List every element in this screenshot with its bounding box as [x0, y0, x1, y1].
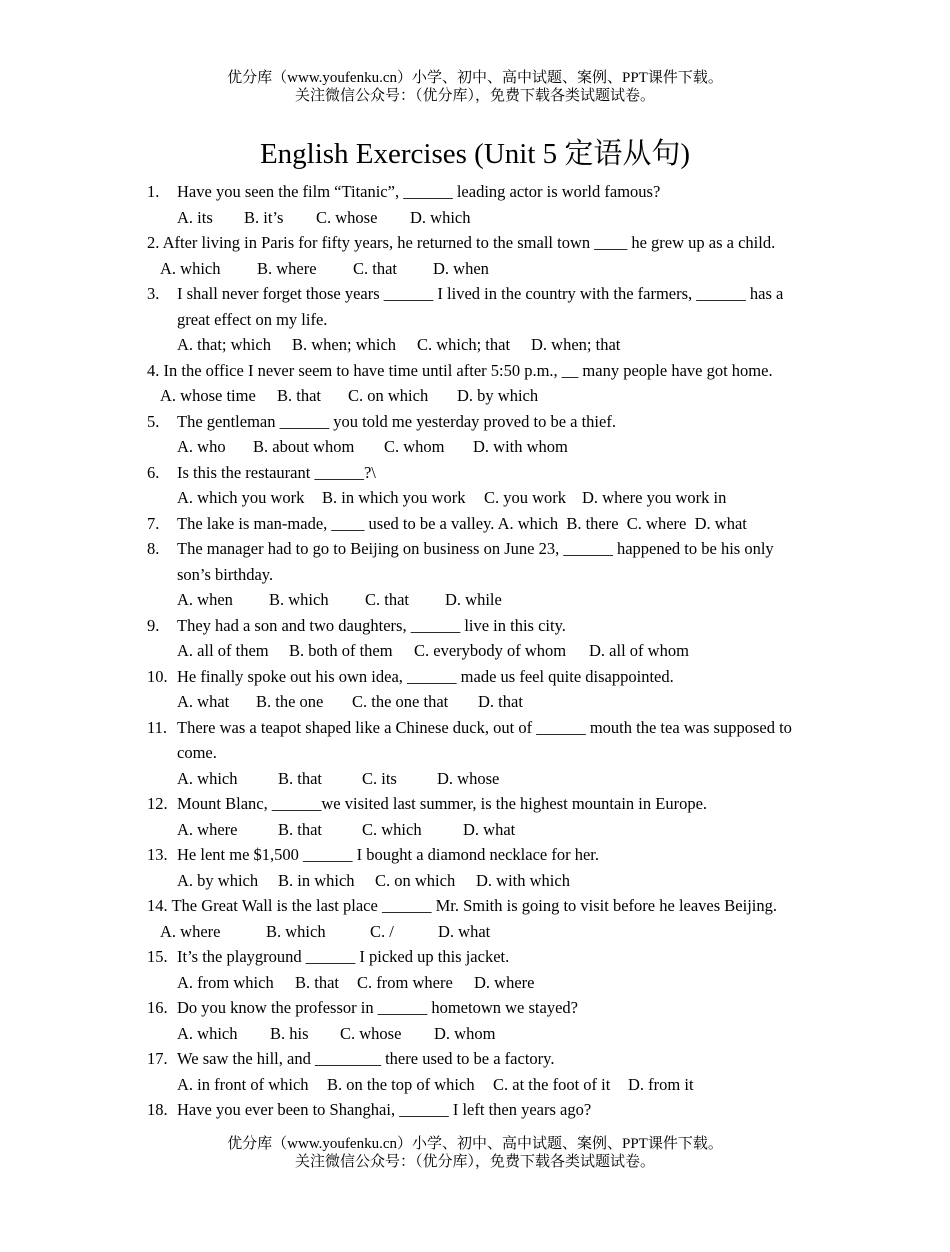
question-number: 17. — [147, 1049, 168, 1068]
option-d: D. when — [433, 258, 489, 278]
option-b: B. in which you work — [322, 488, 466, 507]
option-c: C. the one that — [352, 692, 449, 711]
option-c: C. at the foot of it — [493, 1074, 611, 1094]
question-number: 15. — [147, 947, 168, 966]
question-11-options — [147, 766, 807, 792]
question-text: It’s the playground ______ I picked up this jacket. — [177, 947, 510, 966]
footer-line-2: 关注微信公众号：（优分库），免费下载各类试题试卷。 — [294, 1154, 655, 1170]
option-b: B. it’s — [244, 207, 284, 227]
option-a: A. all of them — [177, 641, 269, 660]
option-d: D. all of whom — [589, 641, 689, 660]
option-d: D. which — [410, 207, 471, 227]
question-text: The lake is man-made, ____ used to be a valley. A. which B. there C. where D. what — [177, 513, 747, 533]
question-number: 7. — [147, 513, 160, 533]
option-c: C. from where — [357, 972, 453, 992]
option-d: D. where — [474, 972, 535, 992]
question-text: He finally spoke out his own idea, ______ made us feel quite disappointed. — [177, 666, 674, 686]
question-16 — [147, 995, 807, 1021]
question-text: He lent me $1,500 ______ I bought a diamond necklace for her. — [177, 845, 600, 864]
option-d: D. when; that — [531, 335, 621, 354]
option-a: A. by which — [177, 870, 259, 890]
option-c: C. / — [370, 921, 394, 941]
question-text: Have you seen the film “Titanic”, ______ leading actor is world famous? — [177, 182, 661, 201]
option-b: B. both of them — [289, 641, 393, 660]
option-b: B. in which — [278, 870, 355, 890]
question-4: 4. In the office I never seem to have time until after 5:50 p.m., __ many people have got home. — [147, 360, 773, 380]
option-a: A. who — [177, 437, 226, 456]
option-b: B. which — [266, 921, 326, 941]
option-b: B. where — [257, 258, 317, 278]
question-8 — [147, 536, 807, 587]
option-a: A. what — [177, 692, 230, 711]
question-13 — [147, 842, 807, 868]
question-text: We saw the hill, and ________ there used to be a factory. — [177, 1049, 555, 1068]
question-13-options — [147, 868, 807, 894]
option-d: D. that — [478, 692, 523, 711]
question-12-options — [147, 817, 807, 843]
question-1-options — [147, 205, 807, 231]
option-d: D. from it — [628, 1074, 694, 1094]
question-2-options — [147, 256, 807, 282]
question-5 — [147, 409, 807, 435]
question-text: There was a teapot shaped like a Chinese duck, out of ______ mouth the tea was supposed to come. — [177, 717, 792, 762]
option-b: B. on the top of which — [327, 1074, 475, 1094]
question-list — [147, 179, 807, 1123]
question-18 — [147, 1097, 807, 1123]
option-d: D. with whom — [473, 437, 568, 456]
option-b: B. when; which — [292, 335, 397, 354]
question-12 — [147, 791, 807, 817]
question-text: Is this the restaurant ______?\ — [177, 462, 376, 482]
header-line-1: 优分库（www.youfenku.cn）小学、初中、高中试题、案例、PPT课件下载。 — [227, 70, 723, 86]
question-15-options — [147, 970, 807, 996]
question-17 — [147, 1046, 807, 1072]
question-11 — [147, 715, 807, 766]
header-line-2: 关注微信公众号：（优分库），免费下载各类试题试卷。 — [294, 88, 655, 104]
question-16-options — [147, 1021, 807, 1047]
question-text: Have you ever been to Shanghai, ______ I left then years ago? — [177, 1100, 592, 1119]
question-9-options — [147, 638, 807, 664]
option-c: C. which; that — [417, 335, 511, 354]
option-a: A. where — [160, 921, 221, 941]
option-a: A. from which — [177, 972, 274, 992]
option-d: D. with which — [476, 870, 570, 890]
question-15 — [147, 944, 807, 970]
question-text: Mount Blanc, ______we visited last summer, is the highest mountain in Europe. — [177, 794, 708, 813]
question-3-options — [147, 332, 807, 358]
question-4-options — [147, 383, 807, 409]
question-5-options — [147, 434, 807, 460]
question-8-options — [147, 587, 807, 613]
question-number: 10. — [147, 666, 168, 686]
option-c: C. on which — [375, 870, 456, 890]
question-number: 18. — [147, 1100, 168, 1119]
question-number: 1. — [147, 182, 160, 201]
page-footer — [0, 1135, 950, 1171]
question-3 — [147, 281, 807, 332]
question-number: 3. — [147, 284, 160, 303]
question-9 — [147, 613, 807, 639]
option-b: B. the one — [256, 692, 324, 711]
option-a: A. where — [177, 819, 238, 839]
option-a: A. which — [177, 768, 238, 788]
question-7 — [147, 511, 807, 537]
question-14: 14. The Great Wall is the last place ______ Mr. Smith is going to visit before he leaves Beijing. — [147, 896, 777, 915]
option-a: A. in front of which — [177, 1074, 309, 1094]
question-number: 9. — [147, 615, 160, 635]
question-number: 5. — [147, 411, 160, 431]
question-text: I shall never forget those years ______ I lived in the country with the farmers, ______ has a great effect on my life. — [177, 284, 784, 329]
question-number: 6. — [147, 462, 160, 482]
question-number: 13. — [147, 845, 168, 864]
option-c: C. which — [362, 819, 422, 839]
question-14-options — [147, 919, 807, 945]
option-b: B. about whom — [253, 437, 355, 456]
option-a: A. that; which — [177, 335, 271, 354]
question-text: The gentleman ______ you told me yesterday proved to be a thief. — [177, 411, 616, 431]
question-2: 2. After living in Paris for fifty years, he returned to the small town ____ he grew up as a child. — [147, 233, 776, 252]
option-b: B. his — [270, 1023, 309, 1043]
option-d: D. whom — [434, 1023, 496, 1043]
option-d: D. where you work in — [582, 488, 727, 507]
option-c: C. its — [362, 768, 397, 788]
option-c: C. everybody of whom — [414, 641, 567, 660]
option-a: A. whose time — [160, 386, 256, 405]
question-text: Do you know the professor in ______ hometown we stayed? — [177, 998, 578, 1017]
option-c: C. whose — [316, 207, 378, 227]
question-number: 16. — [147, 998, 168, 1017]
page-header — [0, 69, 950, 105]
question-10 — [147, 664, 807, 690]
option-d: D. what — [463, 819, 516, 839]
option-b: B. that — [277, 386, 321, 405]
option-c: C. on which — [348, 386, 429, 405]
option-c: C. that — [365, 590, 409, 609]
option-d: D. while — [445, 590, 502, 609]
option-a: A. which you work — [177, 488, 305, 507]
option-c: C. whom — [384, 437, 445, 456]
option-b: B. that — [278, 768, 322, 788]
option-a: A. which — [177, 1023, 238, 1043]
question-text: The manager had to go to Beijing on business on June 23, ______ happened to be his only son’s birthday. — [177, 539, 774, 584]
footer-line-1: 优分库（www.youfenku.cn）小学、初中、高中试题、案例、PPT课件下载。 — [227, 1136, 723, 1152]
option-b: B. that — [295, 972, 339, 992]
option-b: B. that — [278, 819, 322, 839]
question-1 — [147, 179, 807, 205]
question-6-options — [147, 485, 807, 511]
option-b: B. which — [269, 590, 329, 609]
option-a: A. its — [177, 207, 213, 227]
option-c: C. whose — [340, 1023, 402, 1043]
question-number: 12. — [147, 794, 168, 813]
question-number: 11. — [147, 717, 168, 737]
option-a: A. which — [160, 258, 221, 278]
option-d: D. by which — [457, 386, 539, 405]
option-c: C. that — [353, 258, 397, 278]
page-title: English Exercises (Unit 5 定语从句) — [259, 138, 691, 170]
question-10-options — [147, 689, 807, 715]
option-a: A. when — [177, 590, 233, 609]
option-d: D. what — [438, 921, 491, 941]
question-17-options — [147, 1072, 807, 1098]
option-c: C. you work — [484, 488, 567, 507]
option-d: D. whose — [437, 768, 500, 788]
question-number: 8. — [147, 539, 160, 558]
question-text: They had a son and two daughters, ______ live in this city. — [177, 615, 566, 635]
question-6 — [147, 460, 807, 486]
